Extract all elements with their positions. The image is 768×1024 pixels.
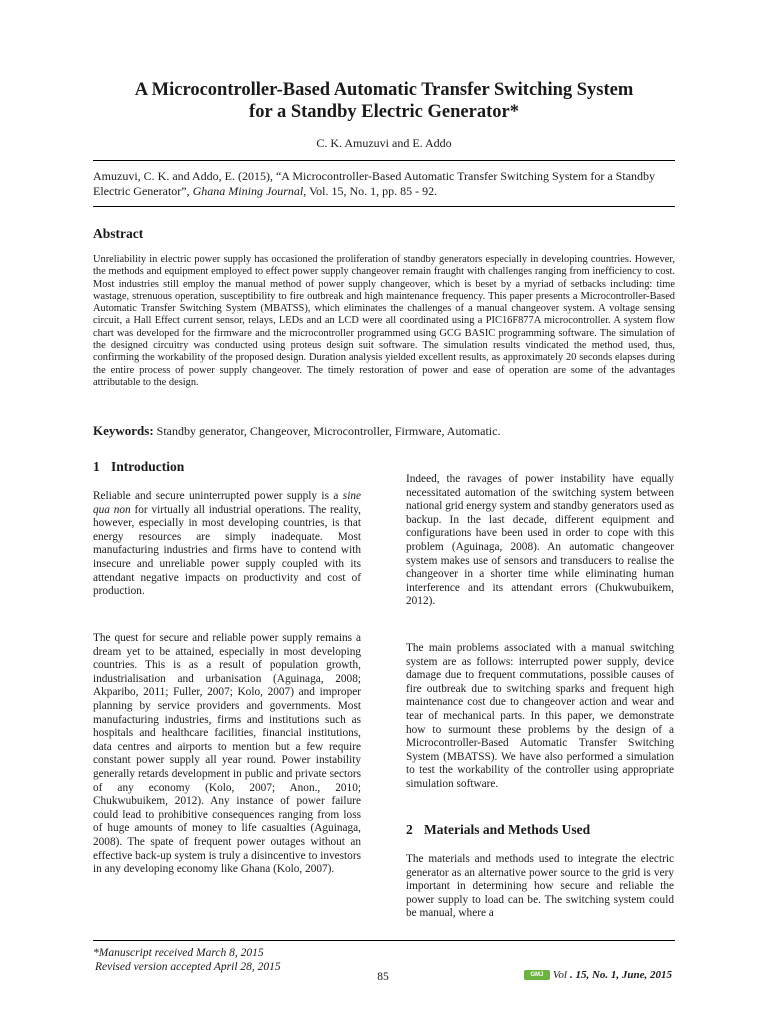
left-col-p1-text-a: Reliable and secure uninterrupted power supply is a (93, 490, 343, 502)
journal-volume-prefix: Vol (552, 969, 567, 981)
citation (93, 169, 675, 199)
keywords-label: Keywords: (93, 423, 154, 438)
left-col-p1-text-b: for virtually all industrial operations. The reality, however, especially in most developing countries, is that energy resources are simply inadequate. Most manufacturing industries and firms have to contend with insecure and unreliable power supply coupled with its attendant negative impacts on productivity and cost of production. (93, 503, 361, 598)
citation-journal: Ghana Mining Journal (192, 184, 304, 198)
journal-footer (524, 969, 672, 981)
right-col-paragraph-2: The main problems associated with a manual switching system are as follows: interrupted power supply, device damage due to frequent commutations, possible causes of fire outbreak due to switching sparks and frequent high maintenance cost due to changeover action and wear and tear of mechanical parts. In this paper, we demonstrate how to surmount these problems by the design of a Microcontroller-Based Automatic Transfer Switching System (MBATSS). We have also performed a simulation to test the workability of the controller using appropriate simulation software. (406, 642, 674, 790)
paper-title-line1: A Microcontroller-Based Automatic Transfer Switching System (134, 80, 634, 100)
right-col-paragraph-3: The materials and methods used to integrate the electric generator as an alternative power source to the grid is very important in determining how secure and reliable the power supply to load can be. The switching system could be manual, where a (406, 853, 674, 920)
abstract-heading: Abstract (93, 226, 144, 241)
section-2-number: 2 (406, 822, 413, 837)
left-col-p1-italic: sine qua non (93, 490, 361, 516)
left-col-paragraph-2: The quest for secure and reliable power supply remains a dream yet to be attained, especially in most developing countries. This is as a result of population growth, industrialisation and urbanisation (Aguinaga, 2008; Akparibo, 2011; Fuller, 2007; Kolo, 2007) and improper planning by service providers and governments. Most manufacturing industries, firms and institutions such as hospitals and healthcare facilities, financial institutions, data centres and airports to mention but a few require constant power supply all year round. Power instability generally retards development in public and private sectors of any economy (Kolo, 2007; Anon., 2010; Chukwubuikem, 2012). Any instance of power failure could lead to prohibitive consequences ranging from loss of huge amounts of money to life casualties (Aguinaga, 2008). The spate of frequent power outages without an effective back-up system is truly a disincentive to investors in any developing economy like Ghana (Kolo, 2007). (93, 632, 361, 876)
footnote-revised: Revised version accepted April 28, 2015 (95, 961, 281, 973)
journal-volume-info: . 15, No. 1, June, 2015 (569, 969, 672, 981)
abstract-text: Unreliability in electric power supply has occasioned the proliferation of standby generators especially in developing countries. However, the methods and equipment employed to effect power supply changeover remain fraught with challenges ranging from inefficiency to cost. Most industries still employ the manual method of power supply changeover, which is beset by a myriad of setbacks including: time wastage, strenuous operation, susceptibility to fire outbreak and high maintenance frequency. This paper presents a Microcontroller-Based Automatic Transfer Switching System (MBATSS), which eliminates the challenges of a manual changeover system. A voltage sensing circuit, a Hall Effect current sensor, relays, LEDs and an LCD were all coordinated using a PIC16F877A microcontroller. A system flow chart was developed for the firmware and the microcontroller programmed using GCG BASIC programming software. The simulation of the designed circuitry was conducted using proteus design suit software. The simulation results vindicated the method used, thus, confirming the workability of the proposed design. Duration analysis yielded excellent results, as approximately 20 seconds elapses during the entire process of power supply changeover. The timely restoration of power and ease of operation are some of the advantages attributable to the design. (93, 254, 675, 388)
paper-title-line2: for a Standby Electric Generator* (249, 102, 519, 122)
section-2-title: Materials and Methods Used (424, 822, 591, 837)
citation-details: , Vol. 15, No. 1, pp. 85 - 92. (303, 184, 438, 198)
section-2-heading (406, 822, 590, 838)
keywords-text: Standby generator, Changeover, Microcontroller, Firmware, Automatic. (153, 424, 501, 438)
citation-text: Amuzuvi, C. K. and Addo, E. (2015), “A Microcontroller-Based Automatic Transfer Switching System for a Standby Electric Generator”, (93, 169, 656, 198)
footnote-received: *Manuscript received March 8, 2015 (93, 947, 264, 959)
paper-title (60, 79, 708, 123)
journal-logo-icon: GMJ (524, 970, 550, 980)
footnote-divider (93, 940, 675, 941)
keywords (93, 423, 500, 439)
authors: C. K. Amuzuvi and E. Addo (316, 136, 452, 150)
page-number: 85 (377, 971, 389, 983)
section-1-number: 1 (93, 459, 100, 474)
section-1-heading (93, 459, 184, 475)
divider-bottom (93, 206, 675, 207)
section-1-title: Introduction (111, 459, 185, 474)
left-col-paragraph-1 (93, 490, 361, 599)
divider-top (93, 160, 675, 161)
right-col-paragraph-1: Indeed, the ravages of power instability have equally necessitated automation of the switching system between national grid energy system and standby generators used as backup. In the last decade, different equipment and configurations have been used in order to cope with this problem (Aguinaga, 2008). An automatic changeover system makes use of sensors and transducers to realise the changeover in a shorter time while eliminating human interference and its attendant errors (Chukwubuikem, 2012). (406, 473, 674, 608)
